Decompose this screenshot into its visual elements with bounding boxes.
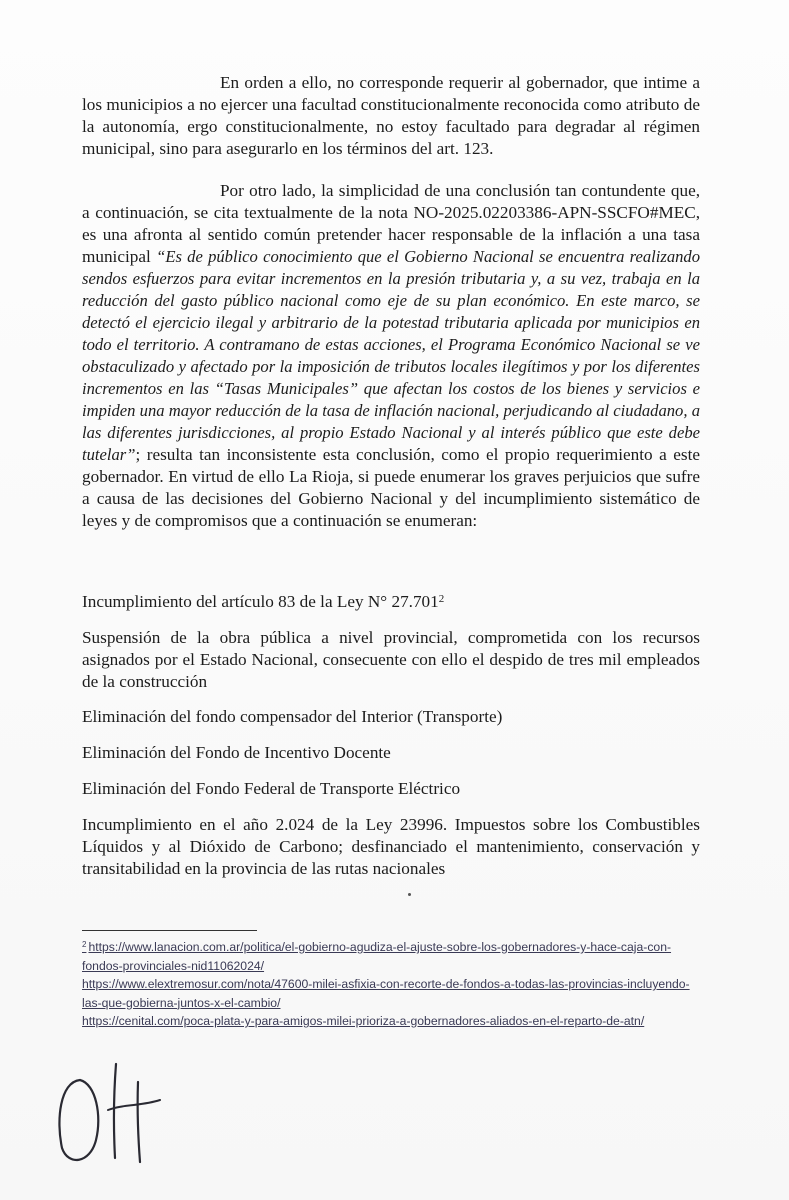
list-item-text: Incumplimiento en el año 2.024 de la Ley 23996. Impuestos sobre los Combustibles Líquidos y al Dióxido de Carbono; desfinanciado el mantenimiento, conservación y transitabilidad en la provincia de las rutas nacionales [82,815,700,878]
list-item-text: Eliminación del Fondo Federal de Transporte Eléctrico [82,779,461,798]
list-item-ley-27701 [82,591,700,613]
stray-mark [408,893,411,896]
list-item-ley-23996 [82,814,700,880]
footnote-link-text[interactable]: https://www.lanacion.com.ar/politica/el-gobierno-agudiza-el-ajuste-sobre-los-gobernadores-y-hace-caja-con-fondos-provinciales-nid11062024/ [82,940,672,973]
list-item-fondo-docente [82,742,700,764]
footnote-marker: 2 [82,940,87,949]
paragraph-inflation-rest: ; resulta tan inconsistente esta conclusión, como el propio requerimiento a este gobernador. En virtud de ello La Rioja, si puede enumerar los graves perjuicios que sufre a causa de las decisiones del Gobierno Nacional y del incumplimiento sistemático de leyes y de compromisos que a continuación se enumeran: [82,445,700,530]
footnote-link-cenital[interactable]: https://cenital.com/poca-plata-y-para-amigos-milei-prioriza-a-gobernadores-aliados-en-el-reparto-de-atn/ [82,1014,645,1028]
footnote [82,938,700,1031]
paragraph-autonomy-text: En orden a ello, no corresponde requerir al gobernador, que intime a los municipios a no ejercer una facultad constitucionalmente reconocida como atributo de la autonomía, ergo constitucionalmente, no estoy facultado para degradar al régimen municipal, sino para asegurarlo en los términos del art. 123. [82,73,700,158]
paragraph-inflation [82,180,700,532]
list-item-text: Eliminación del fondo compensador del Interior (Transporte) [82,707,503,726]
paragraph-autonomy [82,72,700,160]
footnote-reference[interactable]: 2 [438,593,445,605]
list-item-fondo-compensador [82,706,700,728]
footnote-link-elextremosur[interactable]: https://www.elextremosur.com/nota/47600-milei-asfixia-con-recorte-de-fondos-a-todas-las-provincias-incluyendo-las-que-gobierna-juntos-x-el-cambio/ [82,977,690,1010]
footnote-divider [82,930,257,931]
handwritten-initials [50,1060,180,1170]
list-item-obra-publica [82,627,700,693]
list-item-text: Incumplimiento del artículo 83 de la Ley N° 27.701 [82,592,439,611]
list-item-text: Suspensión de la obra pública a nivel provincial, comprometida con los recursos asignados por el Estado Nacional, consecuente con ello el despido de tres mil empleados de la construcción [82,628,700,691]
list-item-fondo-electrico [82,778,700,800]
paragraph-inflation-intro: Por otro lado, la simplicidad de una conclusión tan contundente que, a continuación, se cita textualmente de la nota NO-2025.02203386-APN-SSCFO#MEC, es una afronta al sentido común pretender hacer responsable de la inflación a una tasa municipal [82,181,700,266]
footnote-link-lanacion[interactable] [82,938,700,975]
quoted-note: “Es de público conocimiento que el Gobierno Nacional se encuentra realizando sendos esfuerzos para evitar incrementos en la presión tributaria y, a su vez, trabaja en la reducción del gasto público nacional como eje de su plan económico. En este marco, se detectó el ejercicio ilegal y arbitrario de la potestad tributaria aplicada por municipios en todo el territorio. A contramano de estas acciones, el Programa Económico Nacional se ve obstaculizado y afectado por la imposición de tributos locales ilegítimos y por los diferentes incrementos en las “Tasas Municipales” que afectan los costos de los bienes y servicios e impiden una mayor reducción de la tasa de inflación nacional, perjudicando al ciudadano, a las diferentes jurisdicciones, al propio Estado Nacional y al interés público que este debe tutelar” [82,247,701,464]
list-item-text: Eliminación del Fondo de Incentivo Docente [82,743,391,762]
